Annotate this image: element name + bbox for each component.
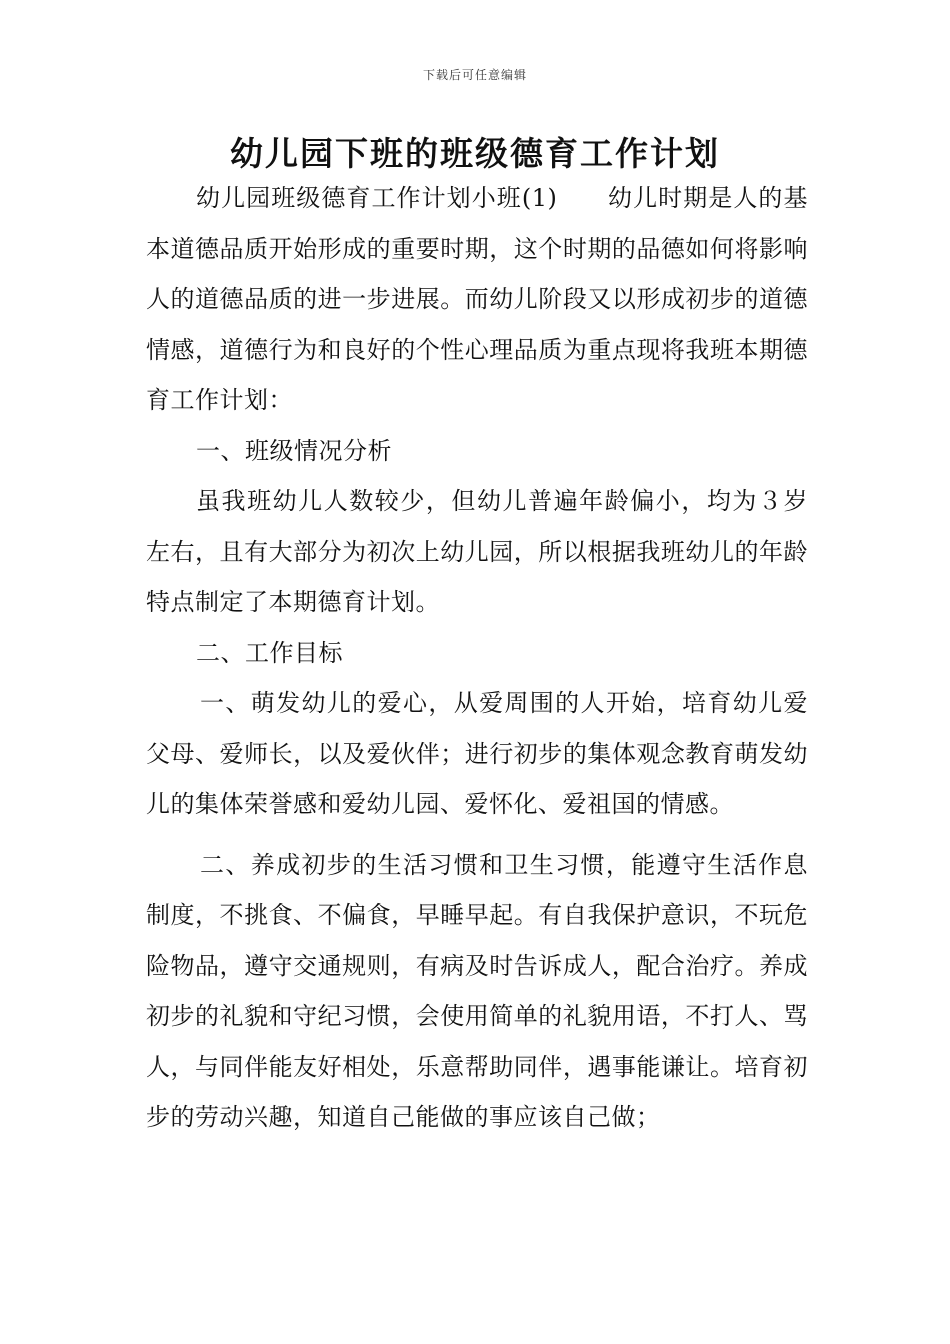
document-title: 幼儿园下班的班级德育工作计划: [230, 134, 720, 173]
document-body: [146, 173, 808, 1143]
class-analysis-paragraph: 虽我班幼儿人数较少，但幼儿普遍年龄偏小，均为３岁左右，且有大部分为初次上幼儿园，所以根据我班幼儿的年龄特点制定了本期德育计划。: [146, 487, 808, 616]
header-note: 下载后可任意编辑: [422, 68, 527, 82]
goal-one-paragraph: 一、萌发幼儿的爱心，从爱周围的人开始，培育幼儿爱父母、爱师长，以及爱伙伴；进行初步的集体观念教育萌发幼儿的集体荣誉感和爱幼儿园、爱怀化、爱祖国的情感。: [146, 689, 808, 818]
section-heading-work-goals: 二、工作目标: [196, 638, 343, 667]
intro-paragraph: 幼儿园班级德育工作计划小班(1) 幼儿时期是人的基本道德品质开始形成的重要时期，这个时期的品德如何将影响人的道德品质的进一步进展。而幼儿阶段又以形成初步的道德情感，道德行为和良好的个性心理品质为重点现将我班本期德育工作计划：: [146, 184, 808, 414]
section-heading-class-analysis: 一、班级情况分析: [196, 436, 392, 465]
goal-two-paragraph: 二、养成初步的生活习惯和卫生习惯，能遵守生活作息制度，不挑食、不偏食，早睡早起。有自我保护意识，不玩危险物品，遵守交通规则，有病及时告诉成人，配合治疗。养成初步的礼貌和守纪习惯，会使用简单的礼貌用语，不打人、骂人，与同伴能友好相处，乐意帮助同伴，遇事能谦让。培育初步的劳动兴趣，知道自己能做的事应该自己做；: [146, 850, 808, 1131]
